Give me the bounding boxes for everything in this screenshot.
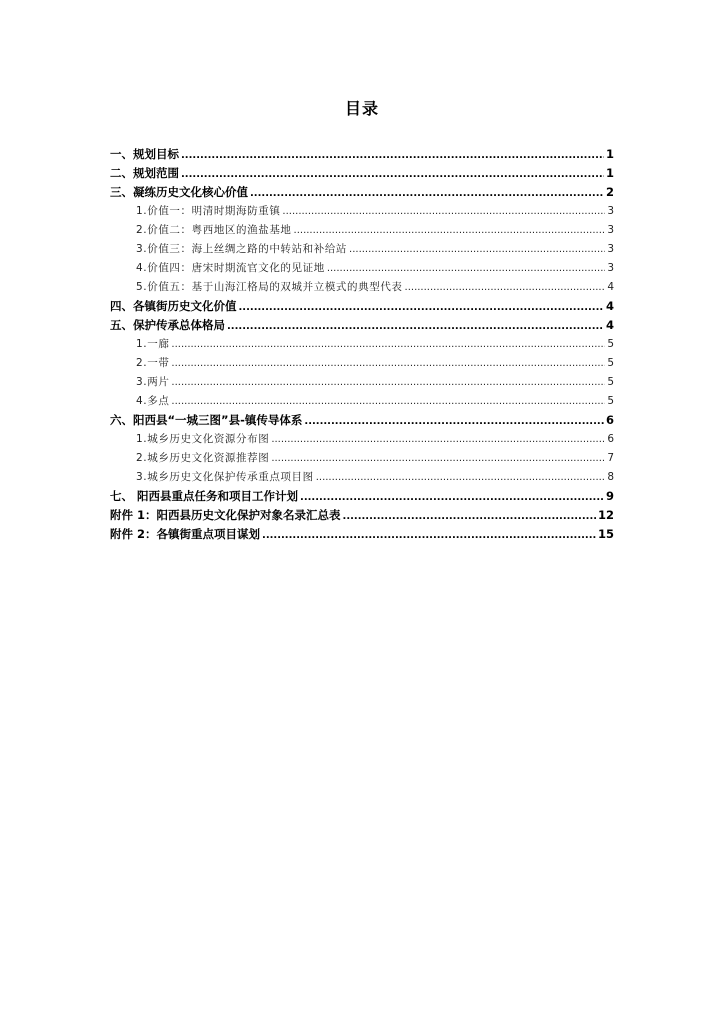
- toc-entry-page-number: 4: [605, 299, 614, 313]
- toc-entry-label: 2.城乡历史文化资源推荐图: [136, 452, 270, 464]
- toc-entry-label: 2.价值二：粤西地区的渔盐基地: [136, 224, 292, 236]
- toc-entry-label: 2.一带: [136, 357, 170, 369]
- toc-entry-page-number: 2: [605, 185, 614, 199]
- toc-entry[interactable]: [110, 449, 614, 468]
- toc-entry-page-number: 15: [597, 527, 614, 541]
- dot-leader: [271, 430, 605, 449]
- toc-entry-page-number: 12: [597, 508, 614, 522]
- dot-leader: [227, 316, 604, 335]
- dot-leader: [304, 411, 604, 430]
- toc-entry-page-number: 4: [605, 318, 614, 332]
- toc-entry[interactable]: [110, 164, 614, 183]
- toc-entry-label: 七、 阳西县重点任务和项目工作计划: [110, 489, 299, 503]
- toc-entry-label: 五、保护传承总体格局: [110, 318, 225, 332]
- toc-entry[interactable]: [110, 468, 614, 487]
- toc-entry-page-number: 4: [607, 281, 614, 293]
- toc-title: 目录: [344, 99, 379, 118]
- dot-leader: [250, 183, 604, 202]
- toc-entry-label: 三、凝练历史文化核心价值: [110, 185, 248, 199]
- toc-entry-page-number: 3: [607, 243, 614, 255]
- toc-entry-label: 附件 2：各镇街重点项目谋划: [110, 527, 261, 541]
- dot-leader: [171, 354, 605, 373]
- toc-entry[interactable]: [110, 506, 614, 525]
- toc-entry-page-number: 5: [607, 357, 614, 369]
- dot-leader: [171, 335, 605, 354]
- toc-entry[interactable]: [110, 392, 614, 411]
- toc-entry-page-number: 3: [607, 262, 614, 274]
- toc-entry-label: 1.一廊: [136, 338, 170, 350]
- toc-entry-page-number: 5: [607, 338, 614, 350]
- toc-entry[interactable]: [110, 145, 614, 164]
- toc-entry-page-number: 9: [605, 489, 614, 503]
- dot-leader: [239, 297, 604, 316]
- dot-leader: [171, 373, 605, 392]
- toc-entry[interactable]: [110, 202, 614, 221]
- dot-leader: [294, 221, 606, 240]
- toc-entry-label: 六、阳西县“一城三图”县-镇传导体系: [110, 413, 303, 427]
- toc-entry[interactable]: [110, 316, 614, 335]
- toc-entry-label: 3.两片: [136, 376, 170, 388]
- dot-leader: [343, 506, 596, 525]
- toc-entry-page-number: 8: [607, 471, 614, 483]
- toc-entry-page-number: 1: [605, 147, 614, 161]
- toc-entry-page-number: 3: [607, 205, 614, 217]
- toc-entry[interactable]: [110, 183, 614, 202]
- toc-entry-page-number: 5: [607, 395, 614, 407]
- toc-entry[interactable]: [110, 221, 614, 240]
- toc-entry[interactable]: [110, 297, 614, 316]
- toc-entry-label: 5.价值五：基于山海江格局的双城并立模式的典型代表: [136, 281, 403, 293]
- toc-entry-label: 3.价值三：海上丝绸之路的中转站和补给站: [136, 243, 348, 255]
- toc-entry[interactable]: [110, 259, 614, 278]
- dot-leader: [262, 525, 596, 544]
- dot-leader: [300, 487, 604, 506]
- dot-leader: [171, 392, 605, 411]
- toc-entry-label: 1.城乡历史文化资源分布图: [136, 433, 270, 445]
- toc-entry-label: 4.价值四：唐宋时期流官文化的见证地: [136, 262, 325, 274]
- dot-leader: [316, 468, 606, 487]
- dot-leader: [181, 164, 604, 183]
- toc-entry-page-number: 6: [605, 413, 614, 427]
- dot-leader: [327, 259, 605, 278]
- toc-entry-page-number: 5: [607, 376, 614, 388]
- toc-entry-page-number: 1: [605, 166, 614, 180]
- dot-leader: [349, 240, 605, 259]
- dot-leader: [405, 278, 606, 297]
- toc-entry-label: 4.多点: [136, 395, 170, 407]
- dot-leader: [271, 449, 605, 468]
- toc-entry-page-number: 7: [607, 452, 614, 464]
- dot-leader: [282, 202, 605, 221]
- toc-entry-label: 四、各镇街历史文化价值: [110, 299, 237, 313]
- dot-leader: [181, 145, 604, 164]
- toc-entry-label: 3.城乡历史文化保护传承重点项目图: [136, 471, 314, 483]
- toc-entry[interactable]: [110, 240, 614, 259]
- toc-entry-label: 1.价值一：明清时期海防重镇: [136, 205, 281, 217]
- toc-list: [110, 145, 614, 544]
- toc-entry[interactable]: [110, 335, 614, 354]
- toc-entry-label: 一、规划目标: [110, 147, 179, 161]
- toc-entry[interactable]: [110, 373, 614, 392]
- toc-entry[interactable]: [110, 411, 614, 430]
- toc-entry[interactable]: [110, 525, 614, 544]
- toc-entry-page-number: 6: [607, 433, 614, 445]
- toc-entry-page-number: 3: [607, 224, 614, 236]
- toc-entry[interactable]: [110, 487, 614, 506]
- toc-entry[interactable]: [110, 430, 614, 449]
- toc-entry[interactable]: [110, 354, 614, 373]
- toc-entry-label: 附件 1：阳西县历史文化保护对象名录汇总表: [110, 508, 341, 522]
- toc-entry-label: 二、规划范围: [110, 166, 179, 180]
- toc-entry[interactable]: [110, 278, 614, 297]
